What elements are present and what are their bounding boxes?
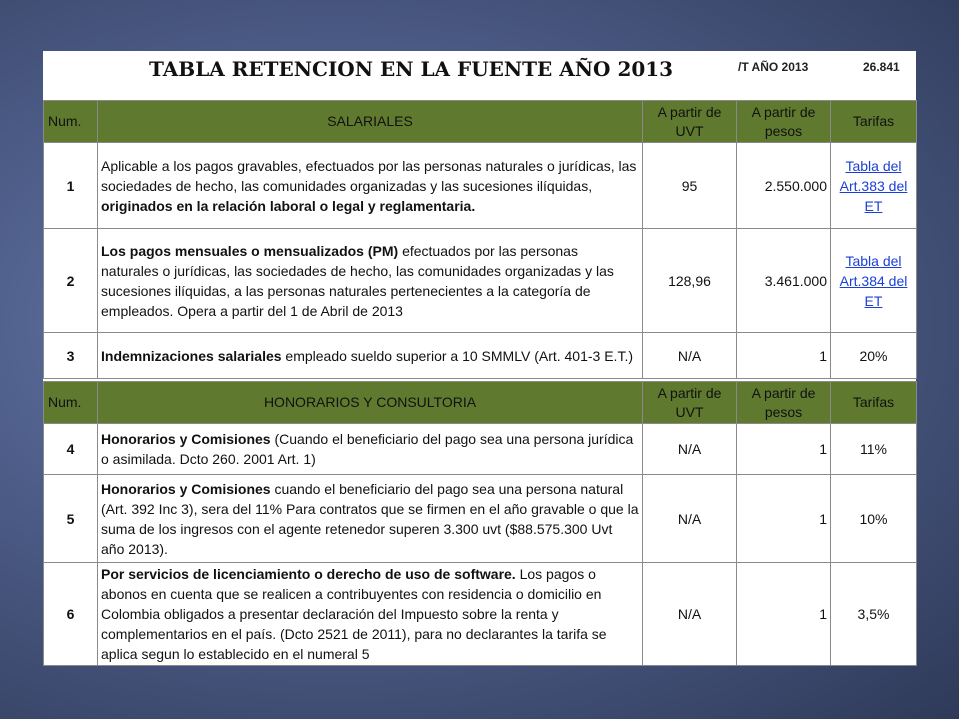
row-num: 5 bbox=[44, 475, 98, 563]
table-row bbox=[44, 229, 917, 333]
header-pesos: A partir de pesos bbox=[737, 382, 831, 424]
row-tarifa: 11% bbox=[831, 424, 917, 475]
row-pesos: 1 bbox=[737, 333, 831, 379]
page-title: TABLA RETENCION EN LA FUENTE AÑO 2013 bbox=[149, 57, 674, 81]
header-section: HONORARIOS Y CONSULTORIA bbox=[98, 382, 643, 424]
desc-bold: originados en la relación laboral o legal y reglamentaria. bbox=[101, 197, 476, 214]
title-row bbox=[43, 51, 916, 99]
desc-bold: Honorarios y Comisiones bbox=[101, 431, 271, 447]
row-tarifa: 10% bbox=[831, 475, 917, 563]
desc-plain: empleado sueldo superior a 10 SMMLV (Art. 401-3 E.T.) bbox=[281, 347, 633, 364]
header-tarifas: Tarifas bbox=[831, 382, 917, 424]
salariales-header-row bbox=[44, 101, 917, 143]
row-pesos: 1 bbox=[737, 475, 831, 563]
honorarios-table bbox=[43, 381, 917, 666]
header-section: SALARIALES bbox=[98, 101, 643, 143]
desc-plain: Aplicable a los pagos gravables, efectuados por las personas naturales o jurídicas, las sociedades de hecho, las comunidades organizadas y las sucesiones ilíquidas, bbox=[101, 157, 637, 194]
table-row bbox=[44, 333, 917, 379]
tarifa-link[interactable]: Tabla del Art.384 del ET bbox=[831, 229, 917, 333]
desc-bold: Honorarios y Comisiones bbox=[101, 480, 271, 497]
table-row bbox=[44, 143, 917, 229]
desc-bold: Indemnizaciones salariales bbox=[101, 347, 282, 364]
row-description bbox=[98, 475, 643, 563]
row-description bbox=[98, 229, 643, 333]
row-num: 1 bbox=[44, 143, 98, 229]
row-description bbox=[98, 424, 643, 475]
row-num: 3 bbox=[44, 333, 98, 379]
desc-plain: Los pagos o abonos en cuenta que se realicen a contribuyentes con residencia o domicilio en Colombia obligados a presentar declaración del Impuesto sobre la renta y complementarios en el país. (Dcto 2521 de 2011), para no declarantes la tarifa se aplica segun lo establecido en el numeral 5 bbox=[101, 566, 607, 662]
row-pesos: 2.550.000 bbox=[737, 143, 831, 229]
row-pesos: 1 bbox=[737, 563, 831, 666]
row-tarifa: 20% bbox=[831, 333, 917, 379]
desc-bold: Los pagos mensuales o mensualizados (PM) bbox=[101, 242, 399, 259]
desc-plain: cuando el beneficiario del pago sea una persona natural (Art. 392 Inc 3), sera del 11% Para contratos que se firmen en el año gravable o que la suma de los ingresos con el agente retenedor superen 3.300 uvt ($88.575.300 Uvt año 2013). bbox=[101, 480, 639, 557]
header-uvt: A partir de UVT bbox=[643, 382, 737, 424]
table-row bbox=[44, 475, 917, 563]
row-num: 6 bbox=[44, 563, 98, 666]
desc-plain: efectuados por las personas naturales o jurídicas, las sociedades de hecho, las comunidades organizadas y las sucesiones ilíquidas, a las personas naturales pertenecientes a la categoría de empleados. Opera a partir del 1 de Abril de 2013 bbox=[101, 242, 614, 319]
table-row bbox=[44, 563, 917, 666]
header-num: Num. bbox=[44, 101, 98, 143]
row-uvt: N/A bbox=[643, 563, 737, 666]
desc-bold: Por servicios de licenciamiento o derecho de uso de software. bbox=[101, 566, 516, 582]
row-uvt: N/A bbox=[643, 333, 737, 379]
desc-plain: (Cuando el beneficiario del pago sea una persona jurídica o asimilada. Dcto 260. 2001 Art. 1) bbox=[101, 431, 634, 467]
table-row bbox=[44, 424, 917, 475]
row-description bbox=[98, 143, 643, 229]
uvt-year-label: /T AÑO 2013 bbox=[738, 60, 809, 74]
header-pesos: A partir de pesos bbox=[737, 101, 831, 143]
row-uvt: N/A bbox=[643, 424, 737, 475]
uvt-year-value: 26.841 bbox=[863, 60, 900, 74]
header-num: Num. bbox=[44, 382, 98, 424]
header-tarifas: Tarifas bbox=[831, 101, 917, 143]
tarifa-link[interactable]: Tabla del Art.383 del ET bbox=[831, 143, 917, 229]
row-pesos: 3.461.000 bbox=[737, 229, 831, 333]
row-pesos: 1 bbox=[737, 424, 831, 475]
row-num: 2 bbox=[44, 229, 98, 333]
row-uvt: 128,96 bbox=[643, 229, 737, 333]
row-description bbox=[98, 563, 643, 666]
row-uvt: 95 bbox=[643, 143, 737, 229]
slide bbox=[43, 51, 916, 665]
row-num: 4 bbox=[44, 424, 98, 475]
row-tarifa: 3,5% bbox=[831, 563, 917, 666]
row-description bbox=[98, 333, 643, 379]
honorarios-header-row bbox=[44, 382, 917, 424]
salariales-table bbox=[43, 100, 917, 379]
header-uvt: A partir de UVT bbox=[643, 101, 737, 143]
row-uvt: N/A bbox=[643, 475, 737, 563]
